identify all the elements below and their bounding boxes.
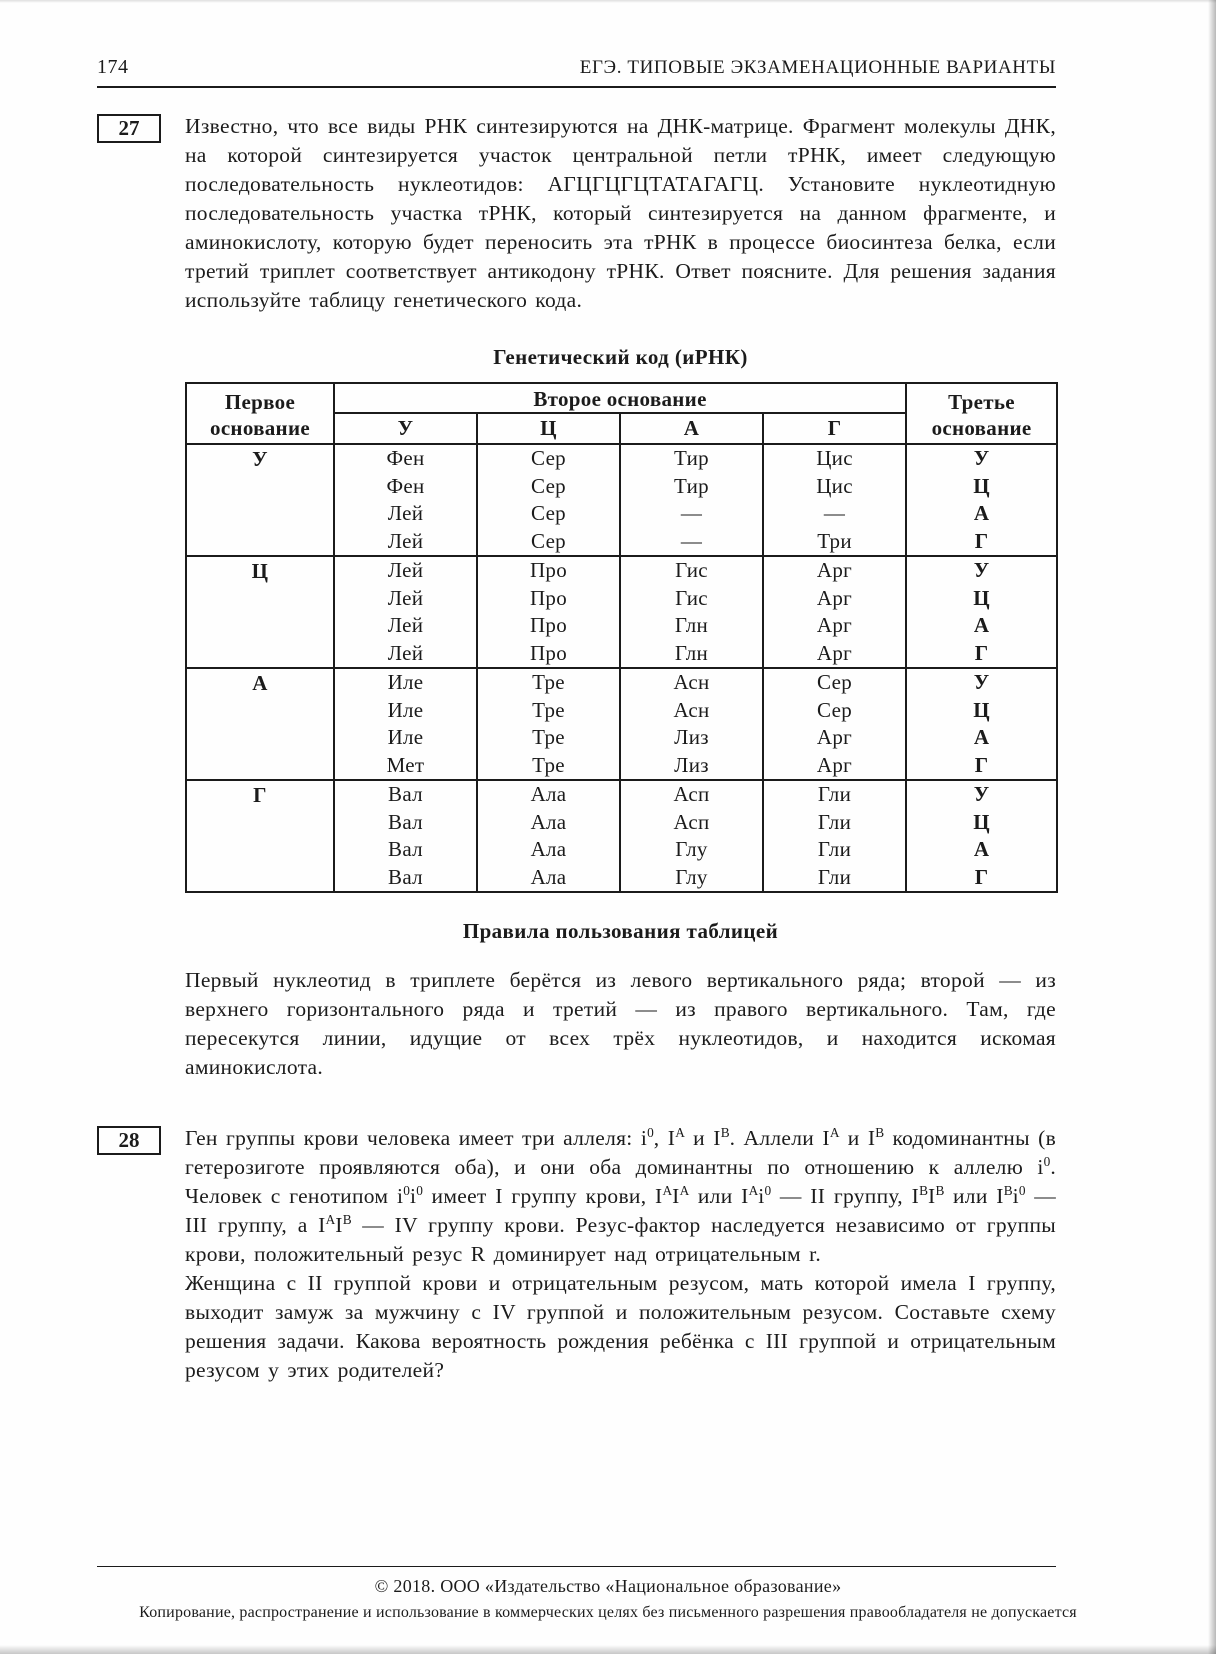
amino-acid-cell: Тир <box>620 473 763 501</box>
amino-acid-cell: Тре <box>477 668 620 697</box>
page-footer <box>35 1576 1181 1622</box>
amino-acid-cell: Лиз <box>620 752 763 781</box>
genetic-table-head <box>186 383 1057 444</box>
third-base-cell: А <box>906 612 1057 640</box>
third-base-cell: Г <box>906 752 1057 781</box>
task-28-paragraph-2: Женщина с II группой крови и отрицательным резусом, мать которой имела I группу, выходит замуж за мужчину с IV группой и положительным резусом. Составьте схему решения задачи. Какова вероятность рождения ребёнка с III группой и отрицательным резусом у этих родителей? <box>185 1270 1056 1382</box>
amino-acid-cell: Иле <box>334 724 477 752</box>
amino-acid-cell: Лей <box>334 612 477 640</box>
amino-acid-cell: Арг <box>763 585 906 613</box>
task-27-paragraph: Известно, что все виды РНК синтезируются на ДНК-матрице. Фрагмент молекулы ДНК, на которой синтезируется участок центральной петли тРНК, имеет следующую последовательность нуклеотидов: АГЦГЦГЦТАТАГАГЦ. Установите нуклеотидную последовательность участка тРНК, который синтезируется на данном фрагменте, и аминокислоту, которую будет переносить эта тРНК в процессе биосинтеза белка, если третий триплет соответствует антикодону тРНК. Ответ поясните. Для решения задания используйте таблицу генетического кода. <box>185 114 1056 312</box>
footer-copyright: © 2018. ООО «Издательство «Национальное образование» <box>374 1576 842 1596</box>
task-27-number-box: 27 <box>97 114 161 143</box>
third-base-cell: У <box>906 668 1057 697</box>
amino-acid-cell: — <box>763 500 906 528</box>
amino-acid-cell: Ала <box>477 864 620 893</box>
third-base-cell: Г <box>906 528 1057 557</box>
amino-acid-cell: Про <box>477 556 620 585</box>
amino-acid-cell: Сер <box>477 473 620 501</box>
amino-acid-cell: Арг <box>763 752 906 781</box>
amino-acid-cell: Асп <box>620 809 763 837</box>
table-row <box>186 668 1057 697</box>
third-base-cell: Г <box>906 864 1057 893</box>
footer-legal-notice: Копирование, распространение и использование в коммерческих целях без письменного разрешения правообладателя не допускается <box>139 1604 1077 1621</box>
amino-acid-cell: Гли <box>763 809 906 837</box>
table-row <box>186 444 1057 473</box>
amino-acid-cell: Вал <box>334 864 477 893</box>
amino-acid-cell: Гли <box>763 836 906 864</box>
scan-edge-bottom <box>0 1645 1216 1654</box>
amino-acid-cell: Лей <box>334 640 477 669</box>
third-base-cell: Ц <box>906 809 1057 837</box>
amino-acid-cell: Иле <box>334 668 477 697</box>
amino-acid-cell: Ала <box>477 780 620 809</box>
header-rule <box>97 86 1056 88</box>
rules-title: Правила пользования таблицей <box>462 919 779 943</box>
amino-acid-cell: Вал <box>334 836 477 864</box>
amino-acid-cell: Цис <box>763 473 906 501</box>
scan-edge-right <box>1208 0 1216 1654</box>
amino-acid-cell: — <box>620 500 763 528</box>
amino-acid-cell: Арг <box>763 556 906 585</box>
second-base-g: Г <box>763 413 906 444</box>
amino-acid-cell: Гис <box>620 585 763 613</box>
amino-acid-cell: Лей <box>334 500 477 528</box>
third-base-cell: Ц <box>906 697 1057 725</box>
third-base-cell: А <box>906 500 1057 528</box>
third-base-cell: А <box>906 836 1057 864</box>
genetic-table-body <box>186 444 1057 892</box>
third-base-cell: А <box>906 724 1057 752</box>
amino-acid-cell: Фен <box>334 444 477 473</box>
amino-acid-cell: Гис <box>620 556 763 585</box>
first-base-cell: Ц <box>186 556 334 668</box>
amino-acid-cell: Сер <box>763 697 906 725</box>
second-base-u: У <box>334 413 477 444</box>
amino-acid-cell: Арг <box>763 640 906 669</box>
task-27-text <box>185 112 1056 315</box>
footer-rule <box>97 1566 1056 1567</box>
amino-acid-cell: Асн <box>620 668 763 697</box>
amino-acid-cell: Сер <box>477 444 620 473</box>
amino-acid-cell: Лей <box>334 556 477 585</box>
amino-acid-cell: Ала <box>477 836 620 864</box>
amino-acid-cell: Три <box>763 528 906 557</box>
third-base-cell: У <box>906 444 1057 473</box>
amino-acid-cell: Тре <box>477 724 620 752</box>
page-header <box>97 56 1056 79</box>
amino-acid-cell: Лиз <box>620 724 763 752</box>
table-row <box>186 780 1057 809</box>
page-number: 174 <box>97 56 129 78</box>
column-header-first-base: Первое основание <box>186 383 334 444</box>
rules-text <box>185 966 1056 1082</box>
second-base-a: А <box>620 413 763 444</box>
third-base-cell: У <box>906 556 1057 585</box>
amino-acid-cell: Цис <box>763 444 906 473</box>
amino-acid-cell: Иле <box>334 697 477 725</box>
amino-acid-cell: Гли <box>763 864 906 893</box>
amino-acid-cell: Тре <box>477 752 620 781</box>
third-base-cell: Ц <box>906 473 1057 501</box>
amino-acid-cell: — <box>620 528 763 557</box>
amino-acid-cell: Арг <box>763 612 906 640</box>
amino-acid-cell: Мет <box>334 752 477 781</box>
amino-acid-cell: Ала <box>477 809 620 837</box>
amino-acid-cell: Арг <box>763 724 906 752</box>
amino-acid-cell: Фен <box>334 473 477 501</box>
amino-acid-cell: Про <box>477 640 620 669</box>
third-base-cell: Г <box>906 640 1057 669</box>
second-base-c: Ц <box>477 413 620 444</box>
first-base-cell: А <box>186 668 334 780</box>
scan-edge-top <box>0 0 1216 3</box>
genetic-code-table <box>185 382 1058 893</box>
amino-acid-cell: Сер <box>477 500 620 528</box>
amino-acid-cell: Лей <box>334 528 477 557</box>
amino-acid-cell: Глн <box>620 640 763 669</box>
task-28-text <box>185 1124 1056 1385</box>
task-27 <box>97 112 1056 315</box>
amino-acid-cell: Глн <box>620 612 763 640</box>
first-base-cell: У <box>186 444 334 556</box>
task-28-number-box: 28 <box>97 1126 161 1155</box>
amino-acid-cell: Асп <box>620 780 763 809</box>
amino-acid-cell: Глу <box>620 836 763 864</box>
amino-acid-cell: Вал <box>334 809 477 837</box>
column-header-second-base: Второе основание <box>334 383 906 413</box>
amino-acid-cell: Сер <box>763 668 906 697</box>
genetic-table-title: Генетический код (иРНК) <box>493 345 748 369</box>
amino-acid-cell: Про <box>477 612 620 640</box>
page-content <box>97 112 1056 1385</box>
rules-paragraph: Первый нуклеотид в триплете берётся из левого вертикального ряда; второй — из верхнего горизонтального ряда и третий — из правого вертикального. Там, где пересекутся линии, идущие от всех трёх нуклеотидов, и находится искомая аминокислота. <box>185 967 1056 1079</box>
amino-acid-cell: Глу <box>620 864 763 893</box>
task-28 <box>97 1124 1056 1385</box>
column-header-third-base: Третье основание <box>906 383 1057 444</box>
task-28-paragraph-1: Ген группы крови человека имеет три аллеля: $i^0$, $I^A$ и $I^B$. Аллели $I^A$ и $I^B$ кодоминантны (в гетерозиготе проявляются оба), и они оба доминантны по отношению к аллелю $i^0$. Человек с генотипом $i^0i^0$ имеет I группу крови, $I^AI^A$ или $I^Ai^0$ — II группу, $I^BI^B$ или $I^Bi^0$ — III группу, а $I^AI^B$ — IV группу крови. Резус-фактор наследуется независимо от группы крови, положительный резус R доминирует над отрицательным r. <box>185 1124 1057 1266</box>
amino-acid-cell: Про <box>477 585 620 613</box>
amino-acid-cell: Сер <box>477 528 620 557</box>
third-base-cell: У <box>906 780 1057 809</box>
amino-acid-cell: Тре <box>477 697 620 725</box>
amino-acid-cell: Гли <box>763 780 906 809</box>
header-title: ЕГЭ. ТИПОВЫЕ ЭКЗАМЕНАЦИОННЫЕ ВАРИАНТЫ <box>579 57 1056 78</box>
table-row <box>186 556 1057 585</box>
amino-acid-cell: Тир <box>620 444 763 473</box>
first-base-cell: Г <box>186 780 334 892</box>
amino-acid-cell: Вал <box>334 780 477 809</box>
amino-acid-cell: Лей <box>334 585 477 613</box>
third-base-cell: Ц <box>906 585 1057 613</box>
amino-acid-cell: Асн <box>620 697 763 725</box>
